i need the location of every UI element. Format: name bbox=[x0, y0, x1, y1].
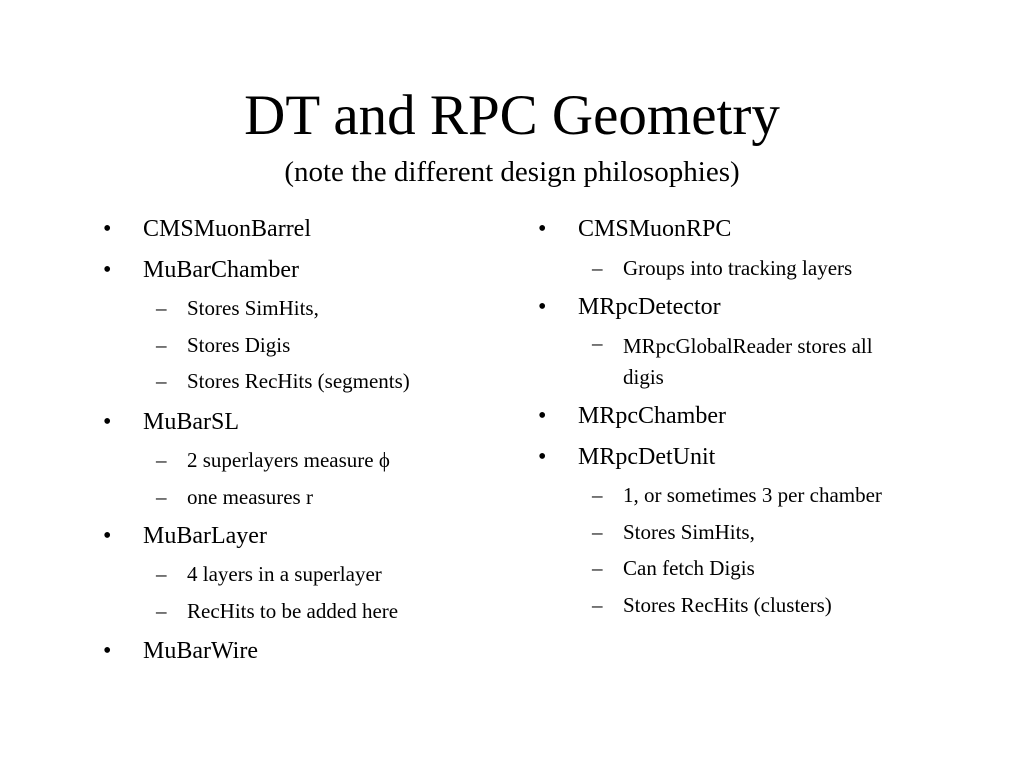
list-subitem-text: Groups into tracking layers bbox=[623, 256, 853, 280]
dash-marker: – bbox=[156, 448, 167, 472]
list-subitem bbox=[156, 599, 399, 623]
bullet-marker: • bbox=[103, 257, 112, 283]
list-subitem bbox=[592, 556, 755, 580]
slide-title: DT and RPC Geometry bbox=[244, 84, 780, 147]
list-subitem bbox=[156, 485, 313, 509]
list-subitem bbox=[156, 333, 291, 357]
list-subitem-text-continued: digis bbox=[623, 365, 664, 389]
list-item bbox=[103, 522, 267, 550]
list-subitem-text: Stores SimHits, bbox=[187, 296, 319, 320]
dash-marker: – bbox=[156, 369, 167, 393]
dash-marker: – bbox=[592, 331, 603, 355]
list-subitem bbox=[156, 448, 390, 472]
list-item-text: CMSMuonBarrel bbox=[143, 216, 311, 242]
list-subitem-text: 1, or sometimes 3 per chamber bbox=[623, 483, 882, 507]
list-subitem bbox=[156, 562, 382, 586]
list-subitem-text: one measures r bbox=[187, 485, 313, 509]
list-item-text: CMSMuonRPC bbox=[578, 216, 732, 242]
list-subitem-text: Stores SimHits, bbox=[623, 520, 755, 544]
list-subitem bbox=[156, 369, 410, 393]
list-item-text: MuBarWire bbox=[143, 638, 258, 664]
list-subitem-text: Stores Digis bbox=[187, 333, 291, 357]
bullet-marker: • bbox=[538, 444, 547, 470]
list-item bbox=[103, 256, 299, 284]
list-item bbox=[538, 293, 721, 321]
dash-marker: – bbox=[156, 333, 167, 357]
list-item bbox=[538, 443, 716, 471]
list-subitem bbox=[592, 256, 853, 280]
list-item-text: MRpcChamber bbox=[578, 403, 726, 429]
list-item bbox=[103, 215, 311, 243]
list-subitem-text: 2 superlayers measure ϕ bbox=[187, 448, 390, 472]
dash-marker: – bbox=[156, 296, 167, 320]
list-item-text: MRpcDetector bbox=[578, 294, 721, 320]
dash-marker: – bbox=[592, 556, 603, 580]
slide-subtitle: (note the different design philosophies) bbox=[284, 156, 740, 188]
bullet-marker: • bbox=[538, 216, 547, 242]
list-subitem bbox=[156, 296, 319, 320]
list-subitem-text: 4 layers in a superlayer bbox=[187, 562, 382, 586]
list-subitem bbox=[592, 331, 943, 393]
bullet-marker: • bbox=[103, 523, 112, 549]
list-subitem-text: Stores RecHits (segments) bbox=[187, 369, 410, 393]
list-subitem-text: Stores RecHits (clusters) bbox=[623, 593, 832, 617]
list-item bbox=[538, 402, 726, 430]
list-item-text: MuBarLayer bbox=[143, 523, 267, 549]
bullet-marker: • bbox=[103, 216, 112, 242]
dash-marker: – bbox=[592, 593, 603, 617]
bullet-marker: • bbox=[103, 638, 112, 664]
list-subitem bbox=[592, 483, 882, 507]
bullet-marker: • bbox=[103, 409, 112, 435]
list-item-text: MuBarSL bbox=[143, 409, 239, 435]
list-subitem-text: RecHits to be added here bbox=[187, 599, 399, 623]
dash-marker: – bbox=[156, 485, 167, 509]
list-subitem bbox=[592, 593, 832, 617]
list-item bbox=[103, 408, 239, 436]
list-subitem bbox=[592, 520, 755, 544]
dash-marker: – bbox=[156, 599, 167, 623]
bullet-marker: • bbox=[538, 294, 547, 320]
list-item bbox=[538, 215, 732, 243]
dash-marker: – bbox=[592, 483, 603, 507]
dash-marker: – bbox=[592, 256, 603, 280]
list-subitem-text: MRpcGlobalReader stores all bbox=[623, 334, 873, 358]
dash-marker: – bbox=[592, 520, 603, 544]
bullet-marker: • bbox=[538, 403, 547, 429]
list-item-text: MRpcDetUnit bbox=[578, 444, 716, 470]
dash-marker: – bbox=[156, 562, 167, 586]
list-subitem-text: Can fetch Digis bbox=[623, 556, 755, 580]
list-item bbox=[103, 637, 258, 665]
list-item-text: MuBarChamber bbox=[143, 257, 299, 283]
